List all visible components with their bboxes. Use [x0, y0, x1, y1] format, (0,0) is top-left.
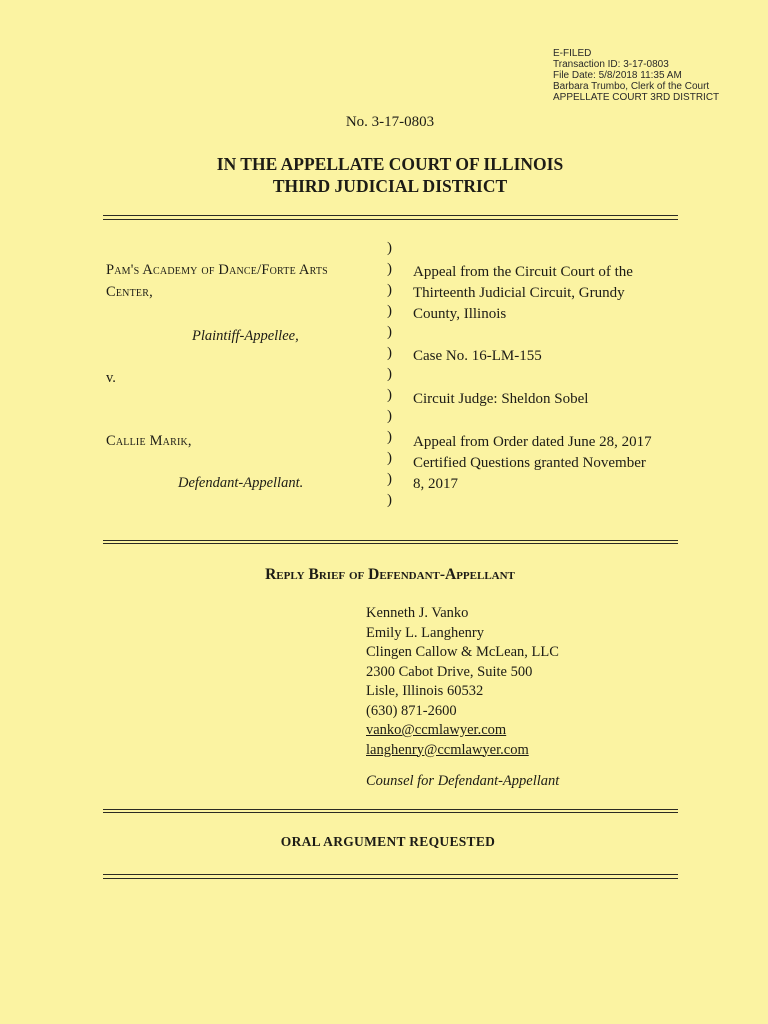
versus: v. [106, 370, 116, 386]
paren: ) [387, 492, 392, 508]
paren: ) [387, 408, 392, 424]
paren: ) [387, 240, 392, 256]
firm-phone: (630) 871-2600 [366, 702, 457, 719]
case-number-header: No. 3-17-0803 [345, 114, 435, 130]
defendant-name: Callie Marik, [106, 433, 192, 449]
court-title-line2: THIRD JUDICIAL DISTRICT [272, 176, 508, 196]
paren: ) [387, 324, 392, 340]
plaintiff-name-line2: Center, [106, 284, 153, 300]
case-number: Case No. 16-LM-155 [413, 348, 542, 364]
email-link-langhenry[interactable]: langhenry@ccmlawyer.com [366, 741, 529, 758]
appeal-from-line2: Thirteenth Judicial Circuit, Grundy [413, 285, 625, 301]
law-firm: Clingen Callow & McLean, LLC [366, 644, 559, 660]
court-title-line1: IN THE APPELLATE COURT OF ILLINOIS [216, 154, 564, 174]
plaintiff-role: Plaintiff-Appellee, [192, 328, 299, 344]
firm-address-2: Lisle, Illinois 60532 [366, 683, 484, 699]
paren: ) [387, 261, 392, 277]
paren: ) [387, 345, 392, 361]
paren: ) [387, 282, 392, 298]
order-line2: Certified Questions granted November [413, 455, 646, 471]
counsel-designation: Counsel for Defendant-Appellant [366, 773, 560, 789]
email-link-vanko[interactable]: vanko@ccmlawyer.com [366, 722, 507, 738]
paren: ) [387, 471, 392, 487]
appeal-from-line3: County, Illinois [413, 306, 507, 322]
paren: ) [387, 450, 392, 466]
efile-stamp [553, 48, 719, 103]
counsel-name-2: Emily L. Langhenry [366, 624, 484, 641]
divider-caption [103, 540, 678, 544]
plaintiff-name-line1: Pam's Academy of Dance/Forte Arts [106, 262, 328, 278]
counsel-name-1: Kenneth J. Vanko [366, 605, 469, 621]
paren: ) [387, 429, 392, 445]
paren: ) [387, 366, 392, 382]
oral-argument-requested: ORAL ARGUMENT REQUESTED [280, 834, 496, 849]
firm-address-1: 2300 Cabot Drive, Suite 500 [366, 663, 533, 680]
order-line1: Appeal from Order dated June 28, 2017 [413, 434, 652, 450]
file-date: File Date: 5/8/2018 11:35 AM [553, 70, 682, 81]
defendant-role: Defendant-Appellant. [178, 475, 304, 491]
order-line3: 8, 2017 [413, 476, 458, 492]
circuit-judge: Circuit Judge: Sheldon Sobel [413, 391, 589, 407]
transaction-id: Transaction ID: 3-17-0803 [553, 59, 669, 70]
efile-label: E-FILED [553, 48, 592, 59]
counsel-block [366, 604, 559, 792]
divider-bottom [103, 874, 678, 879]
court-title [0, 153, 768, 197]
brief-title: Reply Brief of Defendant-Appellant [265, 566, 515, 583]
divider-top [103, 215, 678, 220]
court-district: APPELLATE COURT 3RD DISTRICT [553, 92, 720, 103]
divider-counsel [103, 809, 678, 813]
paren: ) [387, 387, 392, 403]
appeal-from-line1: Appeal from the Circuit Court of the [413, 264, 633, 280]
paren: ) [387, 303, 392, 319]
clerk-name: Barbara Trumbo, Clerk of the Court [553, 81, 710, 92]
